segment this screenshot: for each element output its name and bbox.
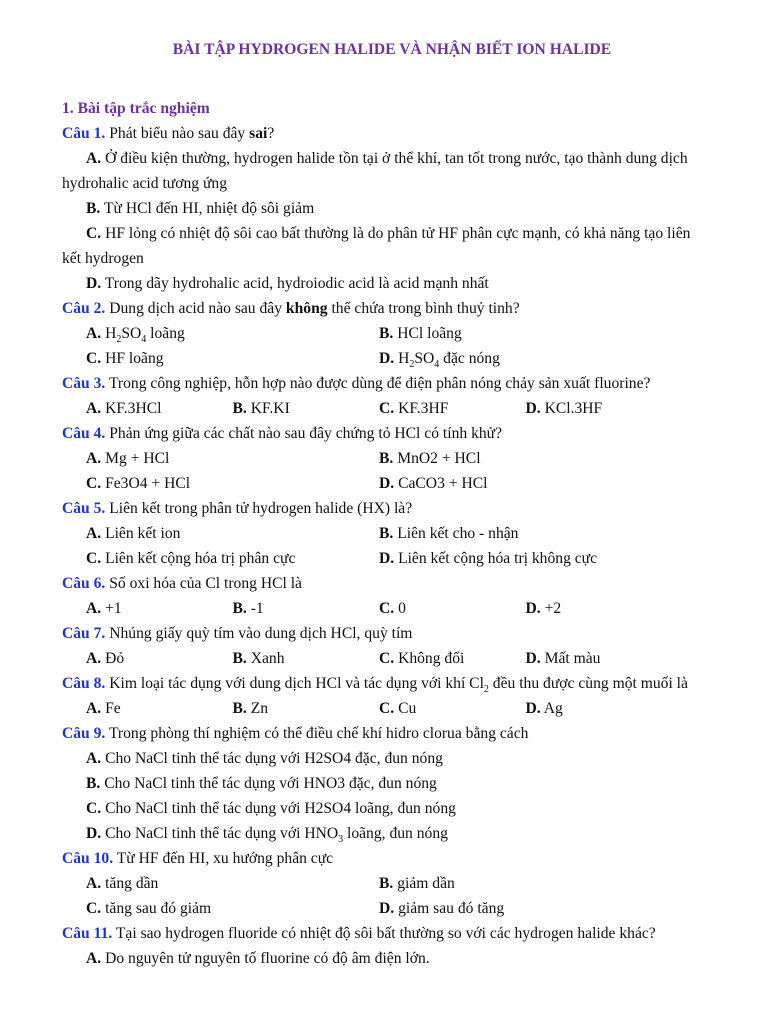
question-number: Câu 3. <box>62 375 106 392</box>
question-number: Câu 11. <box>62 925 113 942</box>
option-c: C. KF.3HF <box>379 400 449 417</box>
option-d: D. Ag <box>525 700 563 717</box>
option-c: C. Cho NaCl tinh thể tác dụng với H2SO4 loãng, đun nóng <box>86 800 456 817</box>
question-3 <box>62 371 722 421</box>
option-c: C. Fe3O4 + HCl <box>86 475 191 492</box>
options-row <box>62 696 722 721</box>
option-c: C. HF lỏng có nhiệt độ sôi cao bất thường là do phân tử HF phân cực mạnh, có khả năng tạo liên <box>86 225 691 242</box>
options-row <box>62 321 722 346</box>
question-6 <box>62 571 722 621</box>
option-a-continued: hydrohalic acid tương ứng <box>62 175 228 192</box>
option-c: C. 0 <box>379 600 406 617</box>
document-page <box>62 38 722 971</box>
option-c-continued: kết hydrogen <box>62 250 144 267</box>
option-a: A. Do nguyên tử nguyên tố fluorine có độ âm điện lớn. <box>86 950 430 967</box>
question-number: Câu 4. <box>62 425 106 442</box>
option-b: B. KF.KI <box>232 400 290 417</box>
options-row <box>62 871 722 896</box>
question-2 <box>62 296 722 371</box>
option-a: A. KF.3HCl <box>86 400 162 417</box>
option-b: B. Zn <box>232 700 269 717</box>
option-a: A. tăng dần <box>86 875 159 892</box>
question-number: Câu 8. <box>62 675 106 692</box>
option-a: A. Ở điều kiện thường, hydrogen halide tồn tại ở thể khí, tan tốt trong nước, tạo thành dung dịch <box>86 150 688 167</box>
option-d: D. Liên kết cộng hóa trị không cực <box>379 550 598 567</box>
option-b: B. Từ HCl đến HI, nhiệt độ sôi giảm <box>86 200 315 217</box>
option-d: D. CaCO3 + HCl <box>379 475 488 492</box>
question-10 <box>62 846 722 921</box>
question-stem: Câu 1. Phát biểu nào sau đây sai? <box>62 125 275 142</box>
option-c: C. tăng sau đó giảm <box>86 900 212 917</box>
option-a: A. Fe <box>86 700 121 717</box>
question-stem: Câu 11. Tại sao hydrogen fluoride có nhiệt độ sôi bất thường so với các hydrogen halide khác? <box>62 925 656 942</box>
option-d: D. Cho NaCl tinh thể tác dụng với $HNO_3$ loãng, đun nóng <box>86 825 448 846</box>
options-row <box>62 646 722 671</box>
options-row <box>62 546 722 571</box>
question-number: Câu 1. <box>62 125 106 142</box>
question-11 <box>62 921 722 971</box>
question-number: Câu 7. <box>62 625 106 642</box>
question-number: Câu 6. <box>62 575 106 592</box>
question-stem: Câu 2. Dung dịch acid nào sau đây không thể chứa trong bình thuỷ tinh? <box>62 300 520 317</box>
question-5 <box>62 496 722 571</box>
option-d: D. giảm sau đó tăng <box>379 900 505 917</box>
option-c: C. Cu <box>379 700 417 717</box>
options-row <box>62 471 722 496</box>
option-a: A. Mg + HCl <box>86 450 170 467</box>
option-b: B. giảm dần <box>379 875 455 892</box>
question-stem: Câu 10. Từ HF đến HI, xu hướng phân cực <box>62 850 334 867</box>
option-b: B. HCl loãng <box>379 325 462 342</box>
question-4 <box>62 421 722 496</box>
question-stem: Câu 6. Số oxi hóa của Cl trong HCl là <box>62 575 302 592</box>
options-row <box>62 446 722 471</box>
option-c: C. Liên kết cộng hóa trị phân cực <box>86 550 296 567</box>
question-stem: Câu 8. Kim loại tác dụng với dung dịch HCl và tác dụng với khí $Cl_2$ đều thu được cùng một muối là <box>62 675 688 696</box>
question-7 <box>62 621 722 671</box>
section-heading: 1. Bài tập trắc nghiệm <box>62 100 210 117</box>
question-number: Câu 9. <box>62 725 106 742</box>
option-a: A. Đỏ <box>86 650 125 667</box>
question-stem: Câu 4. Phản ứng giữa các chất nào sau đây chứng tỏ HCl có tính khử? <box>62 425 503 442</box>
option-a: A. Liên kết ion <box>86 525 181 542</box>
option-c: C. HF loãng <box>86 350 164 367</box>
question-8 <box>62 671 722 721</box>
option-b: B. -1 <box>232 600 264 617</box>
question-1 <box>62 121 722 296</box>
options-row <box>62 896 722 921</box>
question-stem: Câu 9. Trong phòng thí nghiệm có thể điều chế khí hidro clorua bằng cách <box>62 725 529 742</box>
options-row <box>62 396 722 421</box>
options-row <box>62 346 722 371</box>
option-d: D. $H_2SO_4$ đặc nóng <box>379 350 500 371</box>
question-stem: Câu 3. Trong công nghiệp, hỗn hợp nào được dùng để điện phân nóng chảy sản xuất fluorine? <box>62 375 651 392</box>
question-9 <box>62 721 722 846</box>
question-number: Câu 10. <box>62 850 114 867</box>
option-d: D. Mất màu <box>525 650 601 667</box>
question-number: Câu 5. <box>62 500 106 517</box>
options-row <box>62 521 722 546</box>
option-a: A. Cho NaCl tinh thể tác dụng với H2SO4 đặc, đun nóng <box>86 750 443 767</box>
option-c: C. Không đổi <box>379 650 465 667</box>
document-title: BÀI TẬP HYDROGEN HALIDE VÀ NHẬN BIẾT ION HALIDE <box>172 41 612 58</box>
option-b: B. Liên kết cho - nhận <box>379 525 519 542</box>
option-d: D. +2 <box>525 600 562 617</box>
question-stem: Câu 7. Nhúng giấy quỳ tím vào dung dịch HCl, quỳ tím <box>62 625 413 642</box>
option-b: B. Cho NaCl tinh thể tác dụng với HNO3 đặc, đun nóng <box>86 775 437 792</box>
question-stem: Câu 5. Liên kết trong phân tử hydrogen halide (HX) là? <box>62 500 413 517</box>
question-number: Câu 2. <box>62 300 106 317</box>
option-a: A. +1 <box>86 600 122 617</box>
option-d: D. KCl.3HF <box>525 400 603 417</box>
option-a: A. $H_2SO_4$ loãng <box>86 325 185 346</box>
options-row <box>62 596 722 621</box>
option-b: B. Xanh <box>232 650 285 667</box>
option-d: D. Trong dãy hydrohalic acid, hydroiodic acid là acid mạnh nhất <box>86 275 489 292</box>
option-b: B. MnO2 + HCl <box>379 450 481 467</box>
